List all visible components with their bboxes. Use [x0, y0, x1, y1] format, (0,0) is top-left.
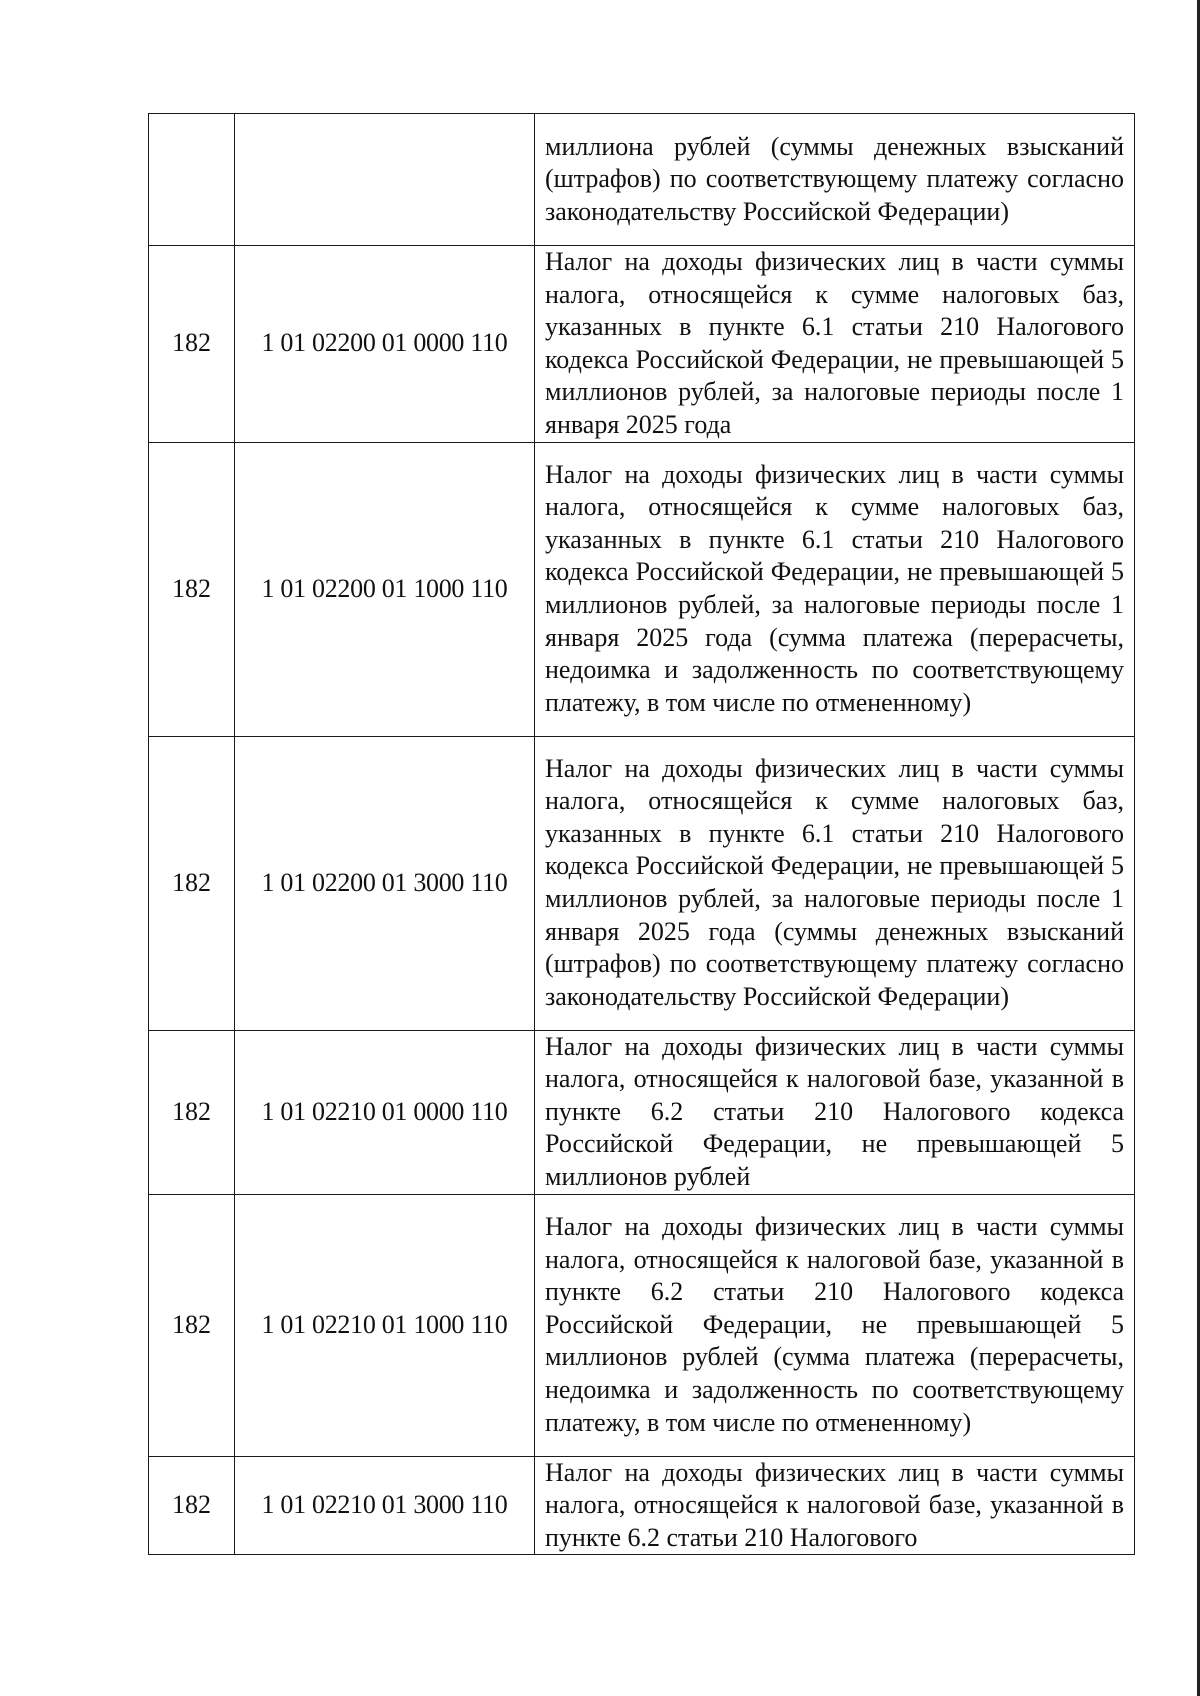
revenue-description-text: Налог на доходы физических лиц в части суммы налога, относящейся к сумме налоговых баз, указанных в пункте 6.1 статьи 210 Налогового кодекса Российской Федерации, не превышающей 5 миллионов рублей, за налоговые периоды после 1 января 2025 года (сумма платежа (перерасчеты, недоимка и задолженность по соответствующему платежу, в том числе по отмененному): [545, 459, 1124, 717]
revenue-code-cell: 1 01 02200 01 0000 110: [235, 246, 535, 443]
revenue-description-text: Налог на доходы физических лиц в части суммы налога, относящейся к налоговой базе, указанной в пункте 6.2 статьи 210 Налогового кодекса Российской Федерации, не превышающей 5 миллионов рублей (сумма платежа (перерасчеты, недоимка и задолженность по соответствующему платежу, в том числе по отмененному): [545, 1211, 1124, 1437]
revenue-description-cell: [535, 1456, 1135, 1555]
budget-classification-table: [148, 113, 1135, 1555]
revenue-description-cell: [535, 1194, 1135, 1456]
revenue-description-cell: [535, 1030, 1135, 1194]
administrator-code-cell: 182: [149, 1194, 235, 1456]
revenue-description-text: Налог на доходы физических лиц в части суммы налога, относящейся к сумме налоговых баз, указанных в пункте 6.1 статьи 210 Налогового кодекса Российской Федерации, не превышающей 5 миллионов рублей, за налоговые периоды после 1 января 2025 года: [545, 247, 1124, 439]
table-row: [149, 1030, 1135, 1194]
administrator-code-cell: 182: [149, 1456, 235, 1555]
revenue-code-cell: [235, 114, 535, 246]
revenue-code-cell: 1 01 02210 01 1000 110: [235, 1194, 535, 1456]
revenue-description-text: Налог на доходы физических лиц в части суммы налога, относящейся к налоговой базе, указанной в пункте 6.2 статьи 210 Налогового: [545, 1457, 1124, 1552]
revenue-code-cell: 1 01 02200 01 3000 110: [235, 736, 535, 1030]
administrator-code-cell: 182: [149, 736, 235, 1030]
administrator-code-cell: 182: [149, 246, 235, 443]
revenue-description-cell: [535, 736, 1135, 1030]
table-row: [149, 1456, 1135, 1555]
table-row: [149, 1194, 1135, 1456]
revenue-code-cell: 1 01 02200 01 1000 110: [235, 442, 535, 736]
revenue-description-text: миллиона рублей (суммы денежных взысканий (штрафов) по соответствующему платежу согласно законодательству Российской Федерации): [545, 131, 1124, 226]
table-row: [149, 246, 1135, 443]
administrator-code-cell: 182: [149, 442, 235, 736]
revenue-description-text: Налог на доходы физических лиц в части суммы налога, относящейся к сумме налоговых баз, указанных в пункте 6.1 статьи 210 Налогового кодекса Российской Федерации, не превышающей 5 миллионов рублей, за налоговые периоды после 1 января 2025 года (суммы денежных взысканий (штрафов) по соответствующему платежу согласно законодательству Российской Федерации): [545, 753, 1124, 1011]
revenue-description-cell: [535, 114, 1135, 246]
table-row: [149, 114, 1135, 246]
administrator-code-cell: [149, 114, 235, 246]
table-row: [149, 442, 1135, 736]
revenue-description-cell: [535, 442, 1135, 736]
revenue-code-cell: 1 01 02210 01 3000 110: [235, 1456, 535, 1555]
revenue-description-cell: [535, 246, 1135, 443]
revenue-code-cell: 1 01 02210 01 0000 110: [235, 1030, 535, 1194]
table-row: [149, 736, 1135, 1030]
administrator-code-cell: 182: [149, 1030, 235, 1194]
revenue-description-text: Налог на доходы физических лиц в части суммы налога, относящейся к налоговой базе, указанной в пункте 6.2 статьи 210 Налогового кодекса Российской Федерации, не превышающей 5 миллионов рублей: [545, 1031, 1124, 1191]
